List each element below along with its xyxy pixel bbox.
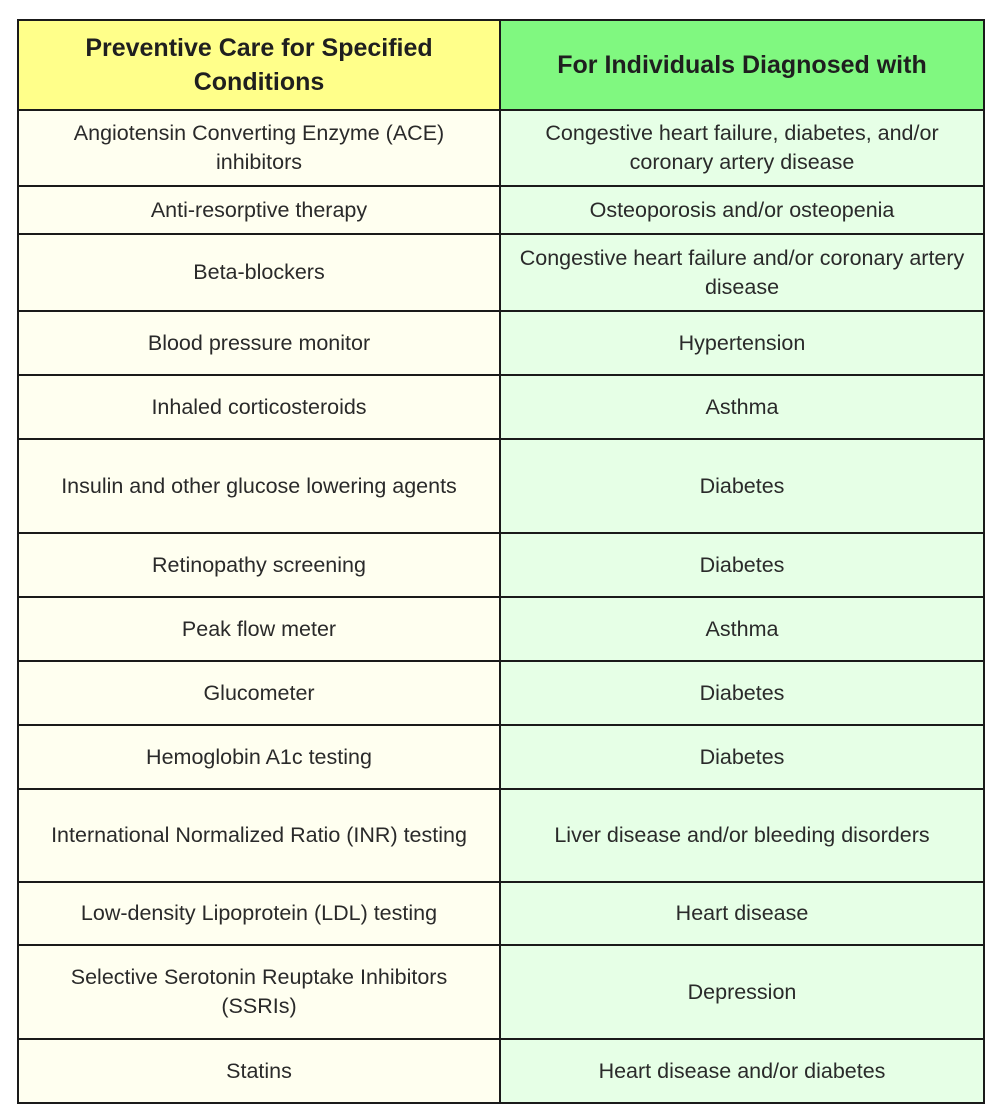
column-header-preventive-care: Preventive Care for Specified Conditions: [18, 20, 500, 110]
diagnosis-cell: Hypertension: [500, 311, 984, 375]
diagnosis-cell: Diabetes: [500, 439, 984, 533]
diagnosis-cell: Osteoporosis and/or osteopenia: [500, 186, 984, 234]
preventive-care-cell: Blood pressure monitor: [18, 311, 500, 375]
preventive-care-table: [17, 19, 985, 1104]
table-row: [18, 439, 984, 533]
diagnosis-cell: Asthma: [500, 597, 984, 661]
table-row: [18, 311, 984, 375]
table-row: [18, 110, 984, 186]
preventive-care-cell: Angiotensin Converting Enzyme (ACE) inhibitors: [18, 110, 500, 186]
table-row: [18, 725, 984, 789]
table-row: [18, 186, 984, 234]
table-row: [18, 533, 984, 597]
preventive-care-table-container: [17, 19, 983, 1104]
preventive-care-cell: Inhaled corticosteroids: [18, 375, 500, 439]
diagnosis-cell: Diabetes: [500, 533, 984, 597]
preventive-care-cell: Retinopathy screening: [18, 533, 500, 597]
diagnosis-cell: Congestive heart failure and/or coronary artery disease: [500, 234, 984, 311]
diagnosis-cell: Liver disease and/or bleeding disorders: [500, 789, 984, 882]
preventive-care-cell: Statins: [18, 1039, 500, 1103]
preventive-care-cell: Hemoglobin A1c testing: [18, 725, 500, 789]
table-row: [18, 375, 984, 439]
diagnosis-cell: Depression: [500, 945, 984, 1039]
preventive-care-cell: Glucometer: [18, 661, 500, 725]
table-row: [18, 234, 984, 311]
diagnosis-cell: Congestive heart failure, diabetes, and/or coronary artery disease: [500, 110, 984, 186]
table-row: [18, 882, 984, 945]
table-row: [18, 945, 984, 1039]
table-row: [18, 597, 984, 661]
column-header-diagnosed-with: For Individuals Diagnosed with: [500, 20, 984, 110]
preventive-care-cell: Low-density Lipoprotein (LDL) testing: [18, 882, 500, 945]
preventive-care-cell: Insulin and other glucose lowering agents: [18, 439, 500, 533]
diagnosis-cell: Asthma: [500, 375, 984, 439]
table-row: [18, 1039, 984, 1103]
table-row: [18, 789, 984, 882]
diagnosis-cell: Diabetes: [500, 725, 984, 789]
diagnosis-cell: Heart disease: [500, 882, 984, 945]
preventive-care-cell: Peak flow meter: [18, 597, 500, 661]
preventive-care-cell: Anti-resorptive therapy: [18, 186, 500, 234]
preventive-care-cell: International Normalized Ratio (INR) testing: [18, 789, 500, 882]
diagnosis-cell: Diabetes: [500, 661, 984, 725]
table-row: [18, 661, 984, 725]
table-header-row: [18, 20, 984, 110]
diagnosis-cell: Heart disease and/or diabetes: [500, 1039, 984, 1103]
preventive-care-cell: Selective Serotonin Reuptake Inhibitors (SSRIs): [18, 945, 500, 1039]
preventive-care-cell: Beta-blockers: [18, 234, 500, 311]
